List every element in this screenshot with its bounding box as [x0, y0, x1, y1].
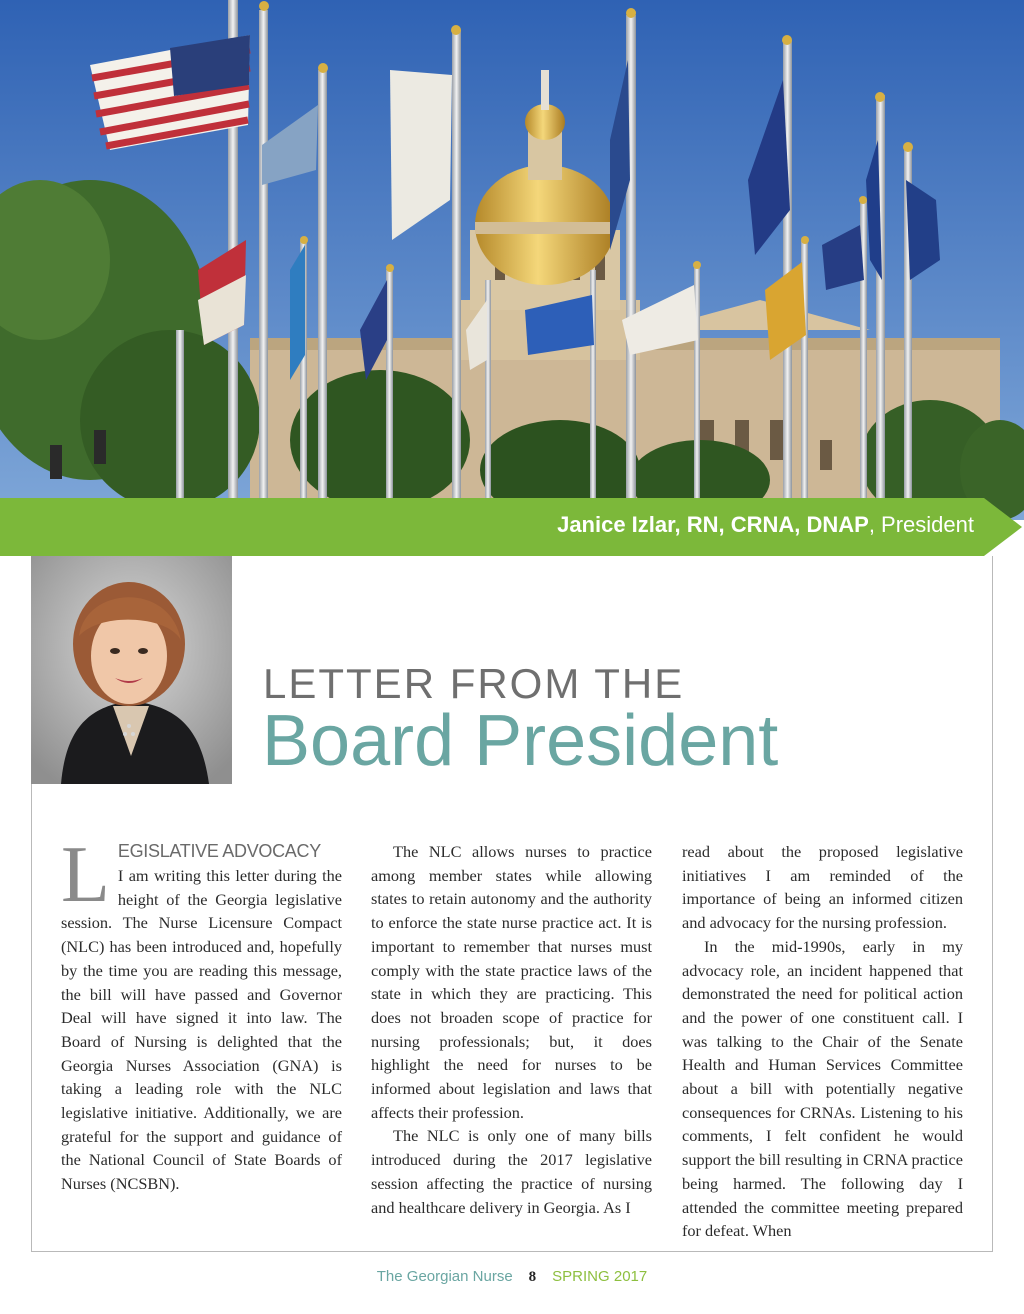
president-portrait [31, 556, 232, 784]
author-banner [0, 498, 1024, 556]
author-byline [557, 512, 974, 538]
title-kicker: LETTER FROM THE [263, 660, 685, 707]
paragraph: I am writing this letter during the height of the Georgia legislative session. The Nurse Licensure Compact (NLC) has been introduced and, hopefully by the time you are reading this message, the bill will have passed and Governor Deal will have signed it into law. The Board of Nursing is delighted that the Georgia Nurses Association (GNA) is taking a leading role with the NLC legislative initiative. Additionally, we are grateful for the support and guidance of the National Council of State Boards of Nurses (NCSBN). [61, 866, 342, 1194]
page-title: Board President [262, 701, 779, 781]
paragraph: The NLC is only one of many bills introduced during the 2017 legislative session affecting the practice of nursing and healthcare delivery in Georgia. As I [371, 1126, 652, 1217]
article-column-1 [61, 831, 342, 1196]
drop-cap: L [61, 831, 110, 919]
article-column-3 [682, 840, 963, 1243]
paragraph: The NLC allows nurses to practice among member states while allowing states to retain autonomy and the authority to enforce the state nurse practice act. It is important to remember that nurses must comply with the state practice laws of the state in which they are practicing. This does not broaden scope of practice for nursing professionals; but, it does highlight the need for nurses to be informed about legislation and laws that affects their profession. [371, 842, 652, 1122]
page-footer [0, 1268, 1024, 1286]
paragraph: In the mid-1990s, early in my advocacy role, an incident happened that demonstrated the need for political action and the power of one constituent call. I was talking to the Chair of the Senate Health and Human Services Committee about a bill with potentially negative consequences for CRNAs. Listening to his comments, I felt confident he would support the bill resulting in CRNA practice being harmed. The following day I attended the committee meeting prepared for defeat. When [682, 936, 963, 1241]
paragraph: read about the proposed legislative initiatives I am reminded of the importance of being an informed citizen and advocacy for the nursing profession. [682, 842, 963, 933]
hero-photo [0, 0, 1024, 520]
author-name: Janice Izlar, RN, CRNA, DNAP [557, 512, 869, 537]
section-heading: EGISLATIVE ADVOCACY [117, 841, 321, 861]
issue-label: SPRING 2017 [552, 1268, 648, 1285]
author-role: , President [868, 512, 974, 537]
article-column-2 [371, 840, 652, 1219]
publication-name: The Georgian Nurse [376, 1268, 513, 1285]
page-number: 8 [528, 1269, 537, 1285]
